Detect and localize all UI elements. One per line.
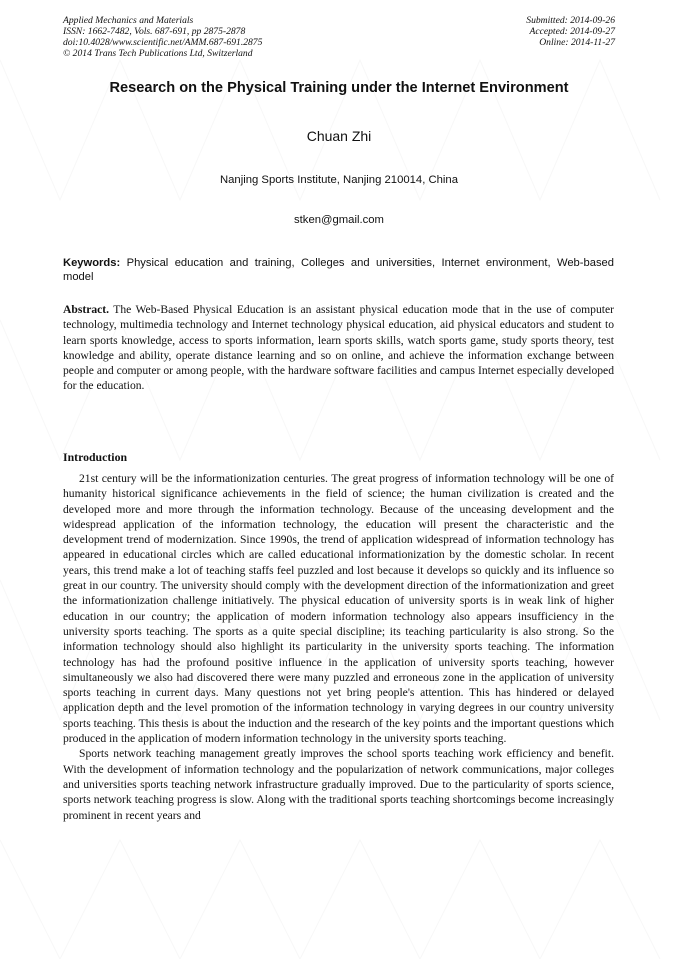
online-date: Online: 2014-11-27 bbox=[539, 37, 615, 48]
abstract-label: Abstract. bbox=[63, 303, 110, 316]
section-heading-introduction: Introduction bbox=[63, 450, 128, 464]
header-right bbox=[526, 15, 615, 48]
intro-paragraph: Sports network teaching management greatly improves the school sports teaching work efficiency and benefit. With the development of information technology and the popularization of network communications, major colleges and universities sports teaching network infrastructure gradually improved. Due to the particularity of sports science, sports network teaching progress is slow. Along with the traditional sports teaching shortcomings become increasingly prominent in recent years and bbox=[63, 747, 614, 822]
introduction-body bbox=[63, 471, 614, 823]
author-name: Chuan Zhi bbox=[306, 128, 372, 144]
author-email[interactable]: stken@gmail.com bbox=[294, 214, 384, 226]
doi-line[interactable]: doi:10.4028/www.scientific.net/AMM.687-691.2875 bbox=[63, 37, 263, 48]
intro-paragraph: 21st century will be the informationization centuries. The great progress of information technology will be one of humanity historical significance achievements in the field of science; the human civilization is created and the developed more and more through the information technology. Because of the unceasing development and the widespread application of the information technology, the education will present the characteristic and the development trend of modernization. Since 1990s, the trend of application widespread of information technology has appeared in educational circles which are called educational informationization by the domestic scholar. In recent years, this trend make a lot of teaching staffs feel puzzled and lost because it develops so quickly and its influence so great in our country. The university should comply with the development direction of the informationization and greet the informationization challenge initiatively. The physical education of university sports is in weak link of higher education in our country; the application of modern information technology also appears insufficiency in the university sports teaching. The sports as a quite special discipline; its teaching particularity is also strong. So the information technology should also highlight its particularity in the university sports teaching. The information technology has had the profound positive influence in the application of university sports teaching, however simultaneously we also had discovered there were many puzzled and erroneous zone in the application of university sports teaching in current days. Many questions not yet bring people's attention. This has hindered or delayed application depth and the level promotion of the information technology in varying degrees in our country university sports teaching. This thesis is about the induction and the research of the key points and the important questions which produced in the application of modern information technology in the university sports teaching. bbox=[63, 472, 614, 746]
header-left bbox=[63, 15, 262, 59]
accepted-date: Accepted: 2014-09-27 bbox=[529, 26, 615, 37]
issn-line: ISSN: 1662-7482, Vols. 687-691, pp 2875-2878 bbox=[63, 26, 246, 37]
paper-title: Research on the Physical Training under the Internet Environment bbox=[109, 80, 569, 96]
copyright-line: © 2014 Trans Tech Publications Ltd, Switzerland bbox=[63, 48, 253, 59]
submitted-date: Submitted: 2014-09-26 bbox=[526, 15, 615, 26]
abstract-block bbox=[63, 302, 614, 394]
keywords-block bbox=[63, 256, 614, 284]
journal-name: Applied Mechanics and Materials bbox=[63, 15, 194, 26]
author-affiliation: Nanjing Sports Institute, Nanjing 210014, China bbox=[219, 174, 458, 186]
keywords-text: Physical education and training, Colleges and universities, Internet environment, Web-based model bbox=[63, 257, 614, 283]
keywords-label: Keywords: bbox=[63, 257, 121, 269]
abstract-text: The Web-Based Physical Education is an assistant physical education mode that in the use of computer technology, multimedia technology and Internet technology physical education, aid physical educators and student to learn sports knowledge, access to sports information, learn sports skills, watch sports game, study sports theory, test knowledge and ability, operate distance learning and so on online, and achieve the information exchange between people and computer or among people, with the hardware software facilities and campus Internet especially developed for the education. bbox=[63, 303, 614, 393]
